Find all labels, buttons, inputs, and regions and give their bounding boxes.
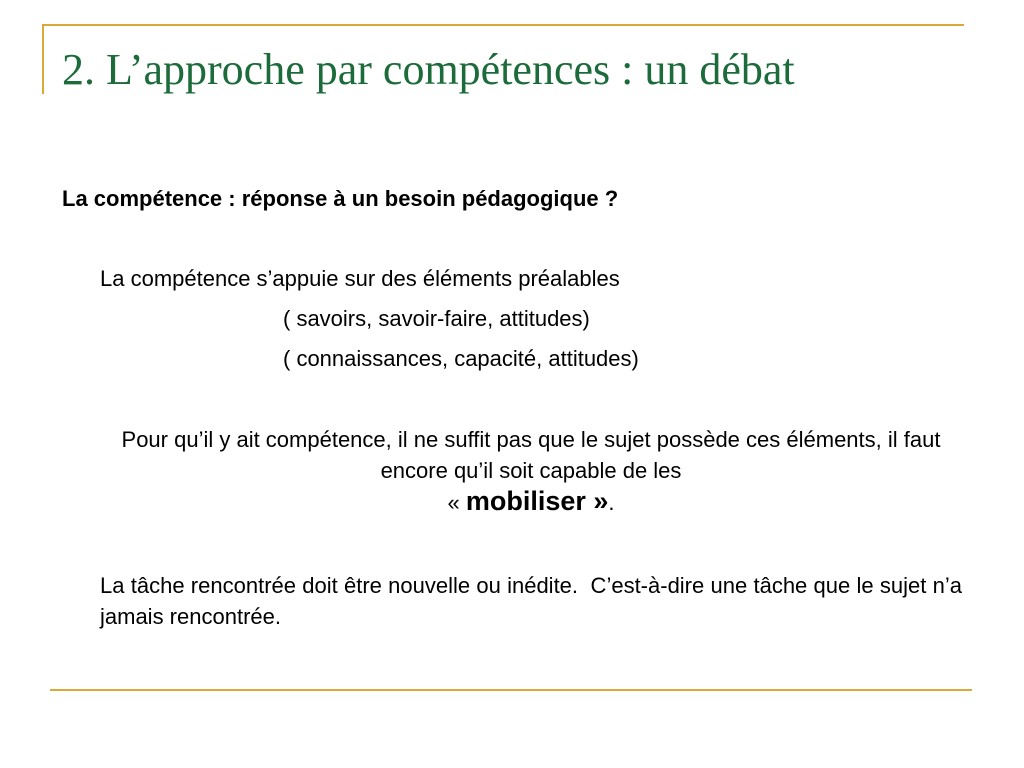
paragraph-mobilisation	[100, 424, 962, 518]
slide-title: 2. L’approche par compétences : un débat	[62, 45, 795, 94]
mobiliser-emphasis: mobiliser »	[465, 486, 609, 516]
mobilisation-text: Pour qu’il y ait compétence, il ne suffit pas que le sujet possède ces éléments, il faut encore qu’il soit capable de les	[121, 427, 941, 483]
prerequisites-list-1: ( savoirs, savoir-faire, attitudes)	[283, 306, 590, 331]
paragraph-new-task: La tâche rencontrée doit être nouvelle ou inédite. C’est-à-dire une tâche que le sujet n’a jamais rencontrée.	[100, 573, 962, 629]
paragraph-prerequisites: La compétence s’appuie sur des éléments préalables	[100, 266, 620, 291]
left-rule	[42, 24, 44, 94]
prerequisites-list-2: ( connaissances, capacité, attitudes)	[283, 346, 639, 371]
slide-subtitle: La compétence : réponse à un besoin pédagogique ?	[62, 186, 619, 211]
sentence-end: .	[608, 490, 615, 515]
bottom-rule	[50, 689, 972, 691]
quote-open: «	[447, 490, 460, 515]
top-rule	[42, 24, 964, 26]
